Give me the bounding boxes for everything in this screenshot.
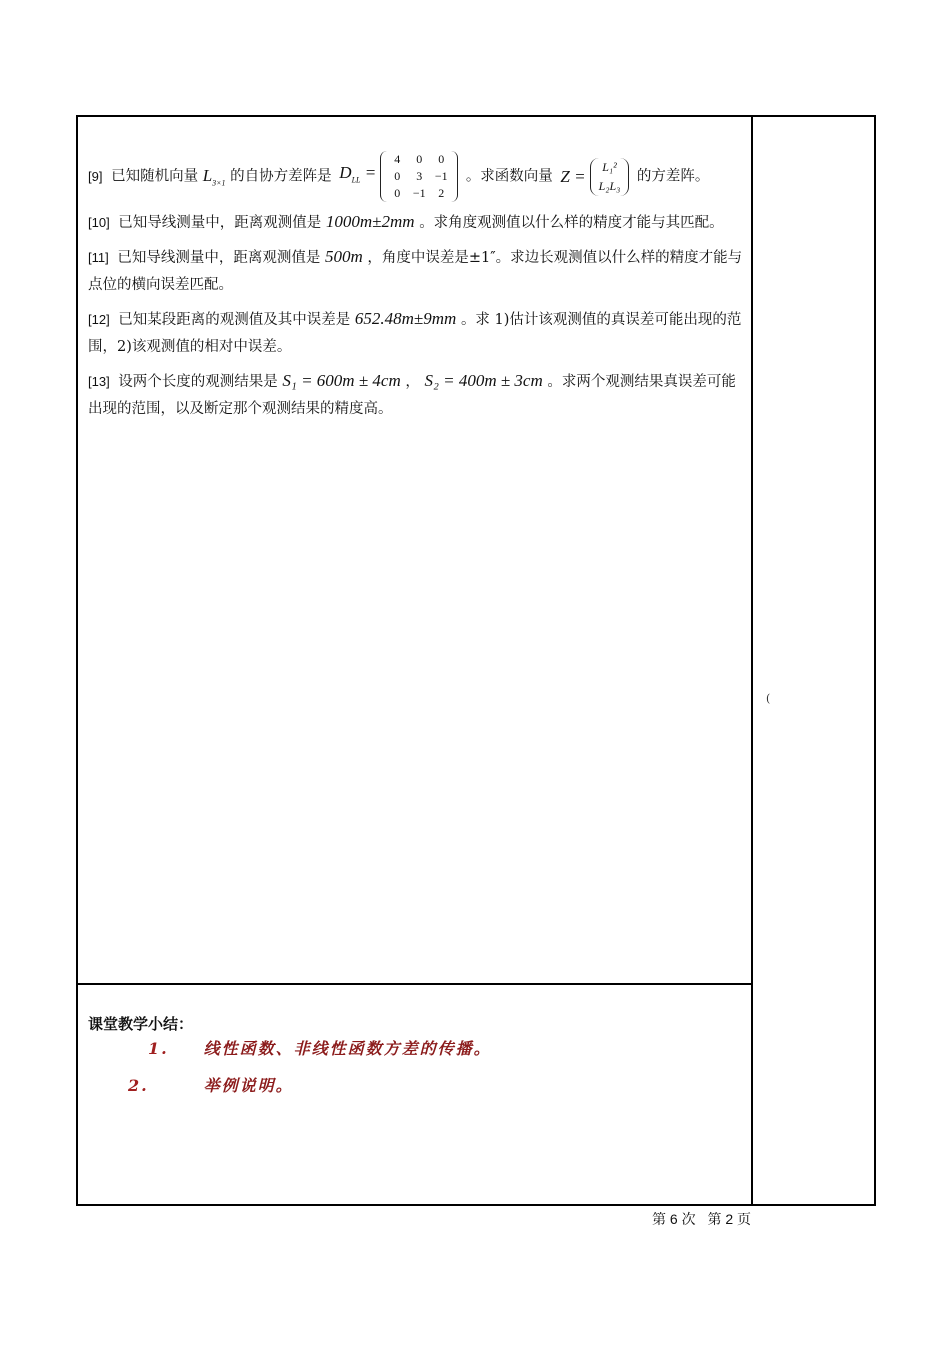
summary-item-1: 1. 线性函数、非线性函数方差的传播。 xyxy=(148,1039,492,1058)
section-divider xyxy=(78,983,753,985)
function-vector: Z = L₁² L₂L₃ xyxy=(560,158,629,196)
problem-9: [9] 已知随机向量 $L_{3\times 1}$ 的自协方差阵是 $D_{LL}$ = 4 0 0 0 3 −1 0 −1 2 。求函数向量 Z = L₁² L₂L₃ 的方差阵。 xyxy=(88,152,710,200)
side-column-mark: ( xyxy=(766,692,771,705)
page-number: 第 2 页 xyxy=(707,1211,752,1227)
problem-10: [10] 已知导线测量中，距离观测值是 1000m±2mm 。求角度观测值以什么样的精度才能与其匹配。 xyxy=(88,212,724,231)
summary-item-2: 2. 举例说明。 xyxy=(128,1076,294,1095)
problem-list xyxy=(88,151,744,429)
problem-12: [12] 已知某段距离的观测值及其中误差是 652.48m±9mm 。求 1)估计该观测值的真误差可能出现的范围，2)该观测值的相对中误差。 xyxy=(88,309,742,355)
page-footer xyxy=(652,1209,759,1229)
problem-13: [13] 设两个长度的观测结果是 S₁ = 600m ± 4cm ， S₂ = 400m ± 3cm 。求两个观测结果真误差可能出现的范围，以及断定那个观测结果的精度高。 xyxy=(88,371,736,417)
class-summary xyxy=(88,1013,738,1096)
session-number: 第 6 次 xyxy=(652,1211,696,1227)
summary-title: 课堂教学小结： xyxy=(88,1015,194,1033)
covariance-matrix: $D_{LL}$ = 4 0 0 0 3 −1 0 −1 2 xyxy=(339,151,458,202)
column-divider xyxy=(751,117,753,1204)
matrix-grid: 4 0 0 0 3 −1 0 −1 2 xyxy=(380,151,458,202)
page-frame xyxy=(76,115,876,1206)
problem-11: [11] 已知导线测量中，距离观测值是 500m ，角度中误差是±1″。求边长观测值以什么样的精度才能与点位的横向误差匹配。 xyxy=(88,247,743,293)
